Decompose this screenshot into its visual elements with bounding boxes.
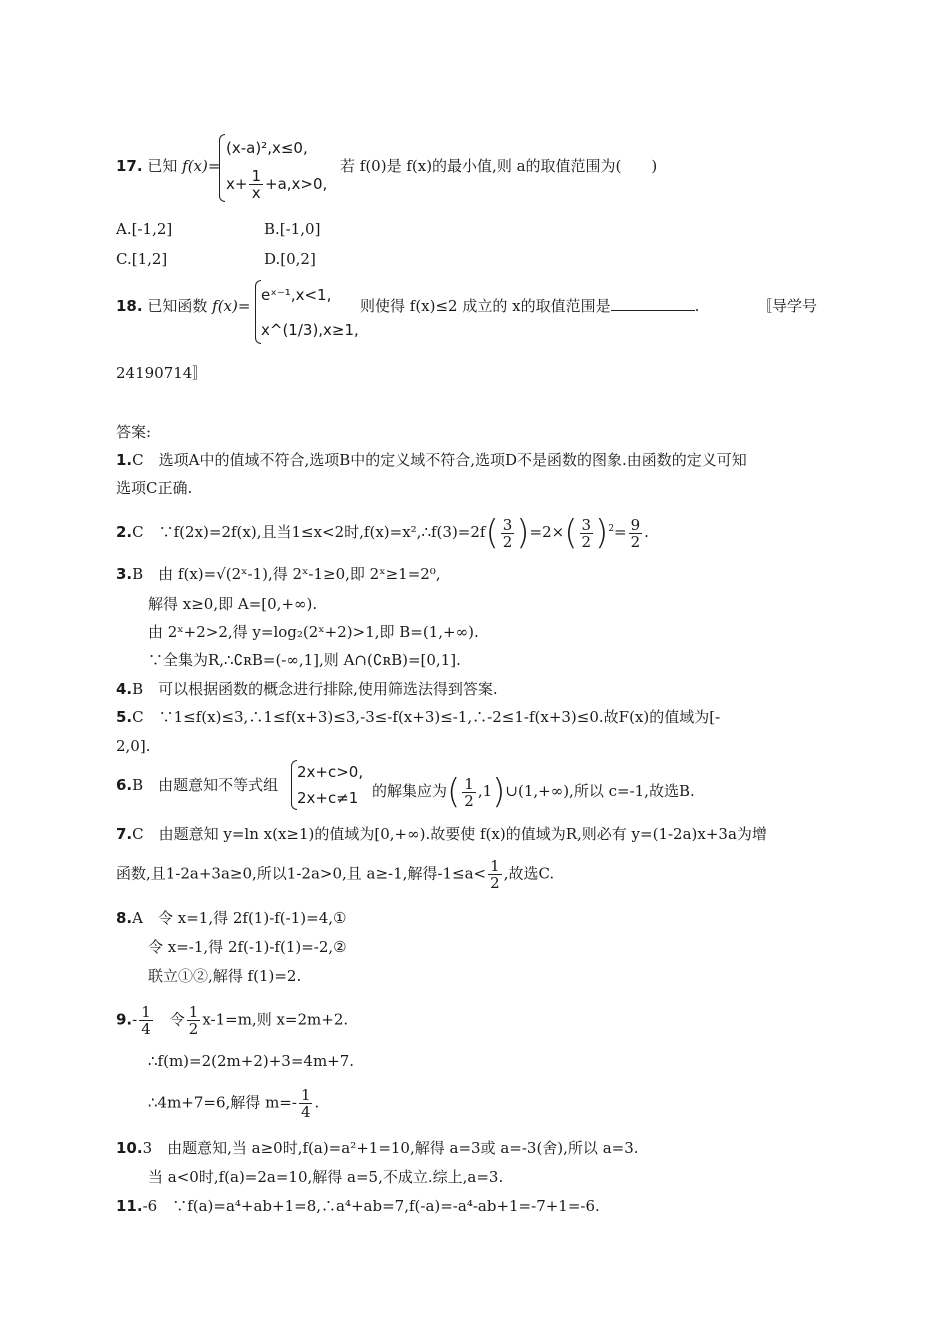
answer-8-line-2: 令 x=-1,得 2f(-1)-f(1)=-2,② [148, 938, 347, 956]
answer-text: 函数,且1-2a+3a≥0,所以1-2a>0,且 a≥-1,解得-1≤a< [116, 864, 487, 883]
answer-number: 9. [116, 1010, 133, 1029]
case-text: x+ [226, 175, 248, 193]
answer-text: ∴4m+7=6,解得 m=- [148, 1093, 297, 1112]
fraction [488, 858, 502, 891]
answer-8-line-3: 联立①②,解得 f(1)=2. [148, 967, 302, 985]
numerator: 3 [502, 515, 513, 534]
paren: ( [447, 772, 461, 812]
left-brace [219, 134, 225, 202]
answer-9-line-3 [148, 1087, 319, 1120]
answer-7 [116, 824, 767, 844]
denominator: 2 [490, 874, 500, 892]
numerator: 1 [464, 774, 474, 793]
answer-text: B 由 f(x)=√(2ˣ-1),得 2ˣ-1≥0,即 2ˣ≥1=2⁰, [132, 565, 441, 583]
denominator: 2 [188, 1020, 199, 1038]
option-a: A.[-1,2] [116, 220, 173, 238]
answer-10-line-2: 当 a<0时,f(a)=2a=10,解得 a=5,不成立.综上,a=3. [148, 1168, 504, 1186]
punct: . [694, 297, 700, 315]
paren: ) [595, 513, 609, 553]
answer-10 [116, 1138, 639, 1158]
answer-11 [116, 1196, 600, 1216]
question-text: 则使得 f(x)≤2 成立的 x的取值范围是 [360, 297, 611, 315]
answer-1-cont: 选项C正确. [116, 479, 193, 497]
denominator: 2 [502, 532, 513, 551]
question-17 [116, 156, 220, 176]
answer-5-cont: 2,0]. [116, 737, 151, 755]
answer-blank [611, 296, 695, 311]
answer-text: B 可以根据函数的概念进行排除,使用筛选法得到答案. [132, 680, 498, 698]
answer-text: x-1=m,则 x=2m+2. [202, 1010, 349, 1029]
answer-text: A 令 x=1,得 2f(1)-f(-1)=4,① [132, 909, 347, 927]
case-text: +a,x>0, [265, 175, 328, 193]
denominator: 2 [630, 532, 641, 551]
answer-text: -6 ∵f(a)=a⁴+ab+1=8,∴a⁴+ab=7,f(-a)=-a⁴-ab+1=-7+1=-6. [142, 1197, 600, 1215]
answer-text: C 由题意知 y=ln x(x≥1)的值域为[0,+∞).故要使 f(x)的值域为R,则必有 y=(1-2a)x+3a为增 [132, 825, 767, 843]
fraction [187, 1004, 201, 1037]
answer-text: C ∵1≤f(x)≤3,∴1≤f(x+3)≤3,-3≤-f(x+3)≤-1,∴-2≤1-f(x+3)≤0.故F(x)的值域为[- [132, 708, 721, 726]
answer-1 [116, 450, 747, 470]
numerator: 1 [300, 1086, 311, 1104]
option-c: C.[1,2] [116, 250, 168, 268]
answer-9 [116, 1004, 348, 1037]
answer-9-line-2: ∴f(m)=2(2m+2)+3=4m+7. [148, 1052, 355, 1070]
answer-6 [116, 775, 278, 795]
denominator: 4 [141, 1020, 151, 1038]
answer-number: 7. [116, 825, 133, 843]
function-label: f(x)= [212, 297, 251, 315]
answer-text: =2× [529, 523, 565, 541]
answer-text: - [132, 1010, 138, 1029]
fraction [139, 1004, 153, 1037]
numerator: 1 [251, 167, 261, 185]
paren: ) [516, 513, 530, 553]
fraction [580, 517, 594, 550]
guide-ref: 〚导学号 [757, 297, 818, 315]
answer-text: B 由题意知不等式组 [132, 776, 279, 794]
answer-3-line-4: ∵全集为R,∴∁ʀB=(-∞,1],则 A∩(∁ʀB)=[0,1]. [148, 651, 461, 669]
answer-number: 3. [116, 565, 133, 583]
piecewise-case-2 [226, 168, 327, 201]
answer-number: 1. [116, 451, 133, 469]
option-b: B.[-1,0] [264, 220, 321, 238]
fraction [299, 1087, 313, 1120]
paren: ( [564, 513, 578, 553]
answer-3-line-2: 解得 x≥0,即 A=[0,+∞). [148, 595, 318, 613]
numerator: 1 [141, 1003, 151, 1021]
answer-text: 的解集应为 [372, 782, 448, 800]
answer-number: 11. [116, 1197, 143, 1215]
answer-text: C ∵f(2x)=2f(x),且当1≤x<2时,f(x)=x²,∴f(3)=2f [132, 523, 486, 541]
answer-text: 3 由题意知,当 a≥0时,f(a)=a²+1=10,解得 a=3或 a=-3(舍),所以 a=3. [142, 1139, 639, 1157]
answer-8 [116, 908, 346, 928]
denominator: 2 [581, 532, 592, 551]
question-number: 18. [116, 297, 143, 315]
punct: . [644, 523, 649, 541]
answer-text: = [614, 523, 627, 541]
paren: ) [492, 772, 506, 812]
piecewise-case-1: (x-a)²,x≤0, [226, 139, 308, 157]
fraction [501, 517, 515, 550]
option-d: D.[0,2] [264, 250, 316, 268]
answer-text: ,1 [477, 782, 493, 800]
denominator: x [251, 184, 261, 202]
exponent: 2 [608, 524, 615, 534]
fraction [462, 776, 476, 809]
answer-text: C 选项A中的值域不符合,选项B中的定义域不符合,选项D不是函数的图象.由函数的定义可知 [132, 451, 747, 469]
question-17-condition: 若 f(0)是 f(x)的最小值,则 a的取值范围为( ) [340, 157, 658, 175]
fraction [249, 168, 263, 201]
answer-text: ∪(1,+∞),所以 c=-1,故选B. [505, 782, 695, 800]
piecewise-case-2: x^(1/3),x≥1, [261, 321, 359, 339]
denominator: 2 [464, 791, 474, 810]
answer-text: ,故选C. [503, 864, 555, 883]
punct: . [314, 1093, 320, 1112]
paren: ( [485, 513, 499, 553]
numerator: 1 [188, 1003, 199, 1021]
answer-number: 4. [116, 680, 133, 698]
answer-2 [116, 513, 649, 553]
function-label: f(x)= [182, 157, 221, 175]
answers-title: 答案: [116, 423, 152, 441]
answer-4 [116, 679, 498, 699]
numerator: 1 [490, 857, 500, 875]
numerator: 9 [630, 515, 641, 534]
answer-number: 10. [116, 1139, 143, 1157]
answer-text: 令 [154, 1010, 185, 1029]
answer-7-cont [116, 858, 554, 891]
system-eq-2: 2x+c≠1 [297, 789, 359, 807]
piecewise-case-1: eˣ⁻¹,x<1, [261, 286, 332, 304]
answer-3 [116, 564, 441, 584]
fraction [629, 517, 643, 550]
answer-number: 8. [116, 909, 133, 927]
answer-3-line-3: 由 2ˣ+2>2,得 y=log₂(2ˣ+2)>1,即 B=(1,+∞). [148, 623, 479, 641]
system-eq-1: 2x+c>0, [297, 763, 364, 781]
question-18 [116, 296, 250, 316]
denominator: 4 [300, 1103, 311, 1121]
answer-number: 2. [116, 523, 133, 541]
question-number: 17. [116, 157, 143, 175]
answer-number: 5. [116, 708, 133, 726]
answer-6-cont [372, 772, 695, 812]
question-text: 已知函数 [147, 297, 208, 315]
question-18-condition [360, 296, 699, 316]
answer-number: 6. [116, 776, 133, 794]
question-text: 已知 [147, 157, 178, 175]
guide-ref-number: 24190714〛 [116, 364, 208, 382]
numerator: 3 [581, 515, 592, 534]
answer-5 [116, 707, 720, 727]
